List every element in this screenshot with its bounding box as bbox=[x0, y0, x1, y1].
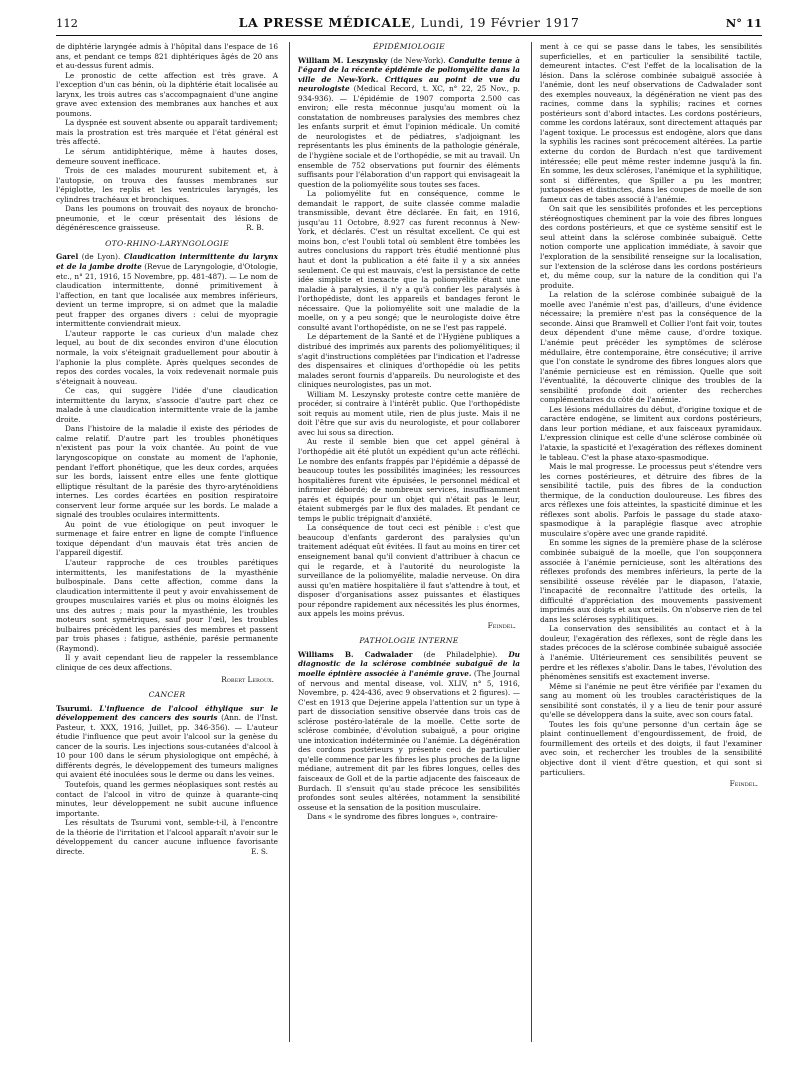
column-rule bbox=[531, 42, 532, 1042]
issue-date: Lundi, 19 Février 1917 bbox=[420, 15, 580, 30]
page-header bbox=[56, 14, 762, 36]
page-number: 112 bbox=[56, 16, 78, 30]
paragraph-text: Dans les poumons on trouvait des noyaux de broncho-pneumonie, et le cœur présentait des lésions de dégénérescence graisseuse. bbox=[56, 204, 278, 233]
paragraph: On sait que les sensibilités profondes et les perceptions stéréognostiques cheminent par la voie des fibres longues des cordons postérieurs, et que ce système sensitif est le seul atteint dans la sclérose combinée subaiguë. Cette notion comporte une application immédiate, à savoir que l'exploration de la sensibilité renseigne sur la localisation, sur l'extension de la sclérose dans les cordons postérieurs et, du même coup, sur la nature de la condition qui l'a produite. bbox=[540, 204, 762, 290]
article-reference: (Medical Record, t. XC, n° 22, 25 Nov., p. 934-936). — L'épidémie de 1907 comporta 2.500 cas environ; elle resta méconnue jusqu'au moment où la constatation de nombreuses paralysies des membres chez les enfants surprit et émut l'opinion médicale. Un comité de neurologistes et de pédiatres, s'adjoignant les représentants les plus éminents de la pathologie générale, de l'hygiène sociale et de l'orthopédie, se mit au travail. Un ensemble de 752 observations put fournir des éléments suffisants pour l'élaboration d'un rapport qui envisageait la question de la poliomyélite sous toutes ses faces. bbox=[298, 84, 520, 189]
paragraph: Il y avait cependant lieu de rappeler la ressemblance clinique de ces deux affections. bbox=[56, 653, 278, 672]
paragraph bbox=[56, 818, 278, 856]
paragraph: L'auteur rapproche de ces troubles parétiques intermittents, les manifestations de la myasthénie bulbospinale. Dans cette affection, comme dans la claudication intermittente il peut y avoir envahissement de groupes musculaires variés et plus ou moins éloignés les uns des autres ; mais pour la myasthénie, les troubles moteurs sont symétriques, sauf pour l'œil, les troubles bulbaires précèdent les parésies des membres et passent par trois phases : fatigue, asthénie, parésie permanente (Raymond). bbox=[56, 557, 278, 653]
paragraph: En somme les signes de la première phase de la sclérose combinée subaiguë de la moelle, que l'on soupçonnera associée à l'anémie pernicieuse, sont les altérations des réflexes profonds des membres inférieurs, la perte de la sensibilité osseuse révélée par le diapason, l'ataxie, l'incapacité de reconnaître l'attitude des orteils, la difficulté d'appréciation des mouvements passivement imprimés aux doigts et aux orteils. On n'observe rien de tel dans les scléroses syphilitiques. bbox=[540, 538, 762, 624]
article-author: Tsurumi. bbox=[56, 703, 93, 713]
paragraph: Le pronostic de cette affection est très grave. A l'exception d'un cas bénin, où la diphtérie était localisée au larynx, les trois autres cas s'accompagnaient d'une angine grave avec extension des membranes aux hanches et aux poumons. bbox=[56, 70, 278, 118]
paragraph: Trois de ces malades moururent subitement et, à l'autopsie, on trouva des fausses membranes sur l'épiglotte, les replis et les ventricules laryngés, les cylindres trachéaux et bronchiques. bbox=[56, 166, 278, 204]
article-garel bbox=[56, 252, 278, 328]
column-middle bbox=[298, 42, 520, 1072]
article-title: Du diagnostic de la sclérose combinée subaiguë de la moelle épinière associée à l'anémie grave. bbox=[298, 649, 520, 678]
paragraph: Toutefois, quand les germes néoplasiques sont restés au contact de l'alcool in vitro de quinze à quarante-cinq minutes, leur développement ne subit aucune influence importante. bbox=[56, 780, 278, 818]
signature: R. B. bbox=[246, 223, 264, 233]
article-reference: (Revue de Laryngologie, d'Otologie, etc., n° 21, 1916, 15 Novembre, pp. 481-487). — Le nom de claudication intermittente, donné primitivement à l'affection, en tant que localisée aux membres inférieurs, devient un terme impropre, si on admet que la maladie peut frapper des organes divers : celui de myopragie intermittente conviendrait mieux. bbox=[56, 262, 278, 329]
journal-title-line: LA PRESSE MÉDICALE, Lundi, 19 Février 1917 bbox=[238, 15, 580, 30]
paragraph: Le sérum antidiphtérique, même à hautes doses, demeure souvent inefficace. bbox=[56, 147, 278, 166]
paragraph-text: Les résultats de Tsurumi vont, semble-t-il, à l'encontre de la théorie de l'irritation et l'alcool apparaît n'avoir sur le développement du cancer aucune influence favorisante directe. bbox=[56, 818, 278, 856]
paragraph: ment à ce qui se passe dans le tabes, les sensibilités superficielles, et en particulier la sensibilité tactile, demeurent intactes. C'est l'effet de la localisation de la lésion. Dans la sclérose combinée subaiguë associée à l'anémie, dont les neuf observations de Cadwalader sont des exemples nouveaux, la dégénération ne vient pas des racines, comme dans la syphilis; racines et cornes postérieurs sont d'abord intactes. Les cordons postérieurs, comme les cordons latéraux, sont directement attaqués par l'agent toxique. Le processus est endogène, alors que dans la syphilis les racines sont précocement altérées. La partie externe du cordon de Burdach n'est que tardivement intéressée; elle peut même rester indemne jusqu'à la fin. En somme, les deux scléroses, l'anémique et la syphilitique, sont si différentes, que Spiller a pu les montrer, juxtaposées et distinctes, dans les coupes de moelle de son fameux cas de tabes associé à l'anémie. bbox=[540, 42, 762, 204]
article-title: Conduite tenue à l'égard de la récente épidémie de poliomyélite dans la ville de New-York. Critiques au point de vue du neurologiste bbox=[298, 55, 520, 94]
column-left bbox=[56, 42, 278, 1072]
paragraph: Au reste il semble bien que cet appel général à l'orthopédie ait été plutôt un expédient qu'un acte réfléchi. Le nombre des enfants frappés par l'épidémie a dépassé de beaucoup toutes les possibilités imaginées; les ressources hospitalières furent vite épuisées, le personnel médical et infirmier débordé; de nombreux services, insuffisamment parés et équipés pour un objet qui n'était pas le leur, étaient submergés par le flux des malades. Et pendant ce temps le public trépignait d'anxiété. bbox=[298, 437, 520, 523]
paragraph: Même si l'anémie ne peut être vérifiée par l'examen du sang au moment où les troubles caractéristiques de la sensibilité sont constatés, il y a lieu de tenir pour assuré qu'elle se développera dans la suite, avec son cours fatal. bbox=[540, 681, 762, 720]
paragraph: William M. Leszynsky proteste contre cette manière de procéder, si contraire à l'intérêt public. Que l'orthopédiste soit requis au moment utile, rien de plus juste. Mais il ne doit l'être que sur avis du neurologiste, et pour collaborer avec lui sous sa direction. bbox=[298, 389, 520, 437]
article-title: Claudication intermittente du larynx et de la jambe droite bbox=[56, 252, 278, 272]
article-location: (de Lyon). bbox=[81, 252, 121, 262]
article-location: (de New-York). bbox=[390, 55, 446, 65]
article-tsurumi bbox=[56, 704, 278, 780]
issue-number: N° 11 bbox=[725, 16, 762, 30]
signature: E. S. bbox=[250, 846, 268, 856]
paragraph: L'auteur rapporte le cas curieux d'un malade chez lequel, au bout de dix secondes environ d'une élocution normale, la voix s'éteignait graduellement pour aboutir à l'aphonie la plus complète. Après quelques secondes de repos des cordes vocales, la voix redevenait normale puis s'éteignait à nouveau. bbox=[56, 328, 278, 386]
paragraph: La relation de la sclérose combinée subaiguë de la moelle avec l'anémie n'est pas, d'ailleurs, d'une évidence nécessaire; la première n'est pas la conséquence de la seconde. Ainsi que Bramwell et Collier l'ont fait voir, toutes deux dépendent d'une même cause, d'ordre toxique. L'anémie peut précéder les symptômes de sclérose médullaire, être contemporaine, être consécutive; il arrive que l'on constate le syndrome des fibres longues alors que l'anémie pernicieuse est en rémission. Quelle que soit l'éventualité, la découverte clinique des troubles de la sensibilité profonde doit orienter des recherches complémentaires du côté de l'anémie. bbox=[540, 290, 762, 405]
paragraph: Mais le mal progresse. Le processus peut s'étendre vers les cornes postérieures, et détruire des fibres de la sensibilité tactile, puis des fibres de la conduction thermique, de la conduction douloureuse. Les fibres des arcs réflexes une fois atteintes, la spasticité diminue et les réflexes sont abolis. Parfois le passage du stade ataxo-spasmodique à la paraplégie flasque avec atrophie musculaire s'opère avec une grande rapidité. bbox=[540, 462, 762, 538]
column-right bbox=[540, 42, 762, 1072]
paragraph: Le département de la Santé et de l'Hygiène publiques a distribué des imprimés aux parents des poliomyélitiques; il s'agit d'instructions complétées par l'indication et l'adresse des dispensaires et cliniques d'orthopédie où les petits malades seront fournis d'appareils. Du neurologiste et des cliniques neurologistes, pas un mot. bbox=[298, 332, 520, 390]
paragraph: Au point de vue étiologique on peut invoquer le surmenage et faire entrer en ligne de compte l'influence toxique dépendant d'un mauvais état très ancien de l'appareil digestif. bbox=[56, 519, 278, 558]
article-leszynsky bbox=[298, 56, 520, 190]
article-author: Williams B. Cadwalader bbox=[298, 649, 413, 659]
paragraph: La poliomyélite fut en conséquence, comme le demandait le rapport, de suite classée comme maladie transmissible, devant être déclarée. En fait, en 1916, jusqu'au 11 Octobre, 8.927 cas furent reconnus à New-York, et déclarés. C'est un résultat excellent. Ce qui est moins bon, c'est l'oubli total où semblent être tombées les autres conclusions du rapport très étudié mentionné plus haut et dont la publication a été faite il y a six années seulement. Ce qui est mauvais, c'est la persistance de cette idée simpliste et inexacte que la poliomyélite étant une maladie à paralysies, il n'y a qu'à confier les paralysés à l'orthopédiste, dont les appareils et bandages feront le nécessaire. Que la poliomyélite soit une maladie de la moelle, on y a peu songé; que le neurologiste doive être consulté avant l'orthopédiste, on ne se l'est pas rappelé. bbox=[298, 189, 520, 332]
article-location: (de Philadelphie). bbox=[423, 649, 498, 659]
journal-title: LA PRESSE MÉDICALE bbox=[238, 15, 412, 30]
section-heading-oto: OTO-RHINO-LARYNGOLOGIE bbox=[105, 238, 229, 248]
column-rule bbox=[289, 42, 290, 1042]
signature: Feindel. bbox=[729, 779, 758, 789]
article-cadwalader bbox=[298, 650, 520, 812]
article-reference: (The Journal of nervous and mental disease, vol. XLIV, n° 5, 1916, Novembre, p. 424-436, avec 9 observations et 2 figures). — C'est en 1913 que Dejerine appela l'attention sur un type à part de dissociation sensitive observée dans trois cas de sclérose postéro-latérale de la moelle. Cette sorte de sclérose combinée, d'évolution subaiguë, a pour origine une intoxication indéterminée ou l'anémie. La dégénération des cordons postérieurs y présente ceci de particulier qu'elle commence par les fibres les plus proches de la ligne médiane, autrement dit par les fibres longues, celles des faisceaux de Goll et de la partie adjacente des faisceaux de Burdach. Il s'ensuit qu'au stade précoce les sensibilités profondes sont seules altérées, notamment la sensibilité osseuse et la sensation de la position musculaire. bbox=[298, 669, 520, 812]
signature: Robert Leroux. bbox=[221, 674, 274, 684]
article-reference: (Ann. de l'Inst. Pasteur, t. XXX, 1916, Juillet, pp. 346-356). — L'auteur étudie l'influence que peut avoir l'alcool sur la genèse du cancer de la souris. Les injections sous-cutanées d'alcool à 10 pour 100 dans le sérum physiologique ont empêché, à différents degrés, le développement des tumeurs malignes qui avaient été inoculées sous le derme ou dans les veines. bbox=[56, 713, 278, 780]
paragraph: La dyspnée est souvent absente ou apparaît tardivement; mais la prostration est très marquée et l'état général est très affecté. bbox=[56, 118, 278, 147]
paragraph: Les lésions médullaires du début, d'origine toxique et de caractère endogène, se limitent aux cordons postérieurs, dans leur portion médiane, et aux faisceaux pyramidaux. L'expression clinique est celle d'une sclérose combinée où l'ataxie, la spasticité et l'exagération des réflexes dominent le tableau. C'est la phase ataxo-spasmodique. bbox=[540, 404, 762, 462]
paragraph bbox=[56, 204, 278, 233]
signature: Feindel. bbox=[487, 620, 516, 630]
paragraph: La conséquence de tout ceci est pénible : c'est que beaucoup d'enfants garderont des paralysies qu'un traitement adéquat eût évitées. Il faut au moins en tirer cet enseignement banal qu'il convient d'attribuer à chacun ce qui le regarde, et à l'autorité du neurologiste la surveillance de la poliomyélite, maladie nerveuse. On dira aussi qu'en matière hospitalière il faut s'attendre à tout, et disposer d'organisations assez puissantes et élastiques pour répondre rapidement aux nécessités les plus énormes, aux appels les moins prévus. bbox=[298, 523, 520, 619]
section-heading-pathologie: PATHOLOGIE INTERNE bbox=[359, 636, 459, 646]
article-author: Garel bbox=[56, 252, 79, 262]
paragraph: Dans « le syndrome des fibres longues », contraire- bbox=[307, 812, 498, 822]
paragraph: de diphtérie laryngée admis à l'hôpital dans l'espace de 16 ans, et pendant ce temps 821 diphtériques âgés de 20 ans et au-dessus furent admis. bbox=[56, 42, 278, 71]
article-title: L'influence de l'alcool éthylique sur le développement des cancers des souris bbox=[56, 703, 278, 723]
paragraph: Ce cas, qui suggère l'idée d'une claudication intermittente du larynx, s'associe d'autre part chez ce malade à une claudication intermittente vraie de la jambe droite. bbox=[56, 386, 278, 424]
paragraph: Toutes les fois qu'une personne d'un certain âge se plaint continuellement d'engourdissement, de froid, de fourmillement des orteils et des doigts, il faut l'examiner avec soin, et rechercher les troubles de la sensibilité objective dont il vient d'être question, et qui sont si particuliers. bbox=[540, 719, 762, 777]
section-heading-epidemiologie: ÉPIDÉMIOLOGIE bbox=[372, 42, 446, 51]
article-author: William M. Leszynsky bbox=[298, 55, 388, 65]
section-heading-cancer: CANCER bbox=[148, 690, 186, 700]
paragraph: Dans l'histoire de la maladie il existe des périodes de calme relatif. D'autre part les troubles phonétiques n'existent pas pour la voix chantée. Au point de vue laryngoscopique on constate au moment de l'aphonie, pendant l'effort phonétique, que les deux cordes, arquées sur les bords, laissent entre elles une fente glottique elliptique résultant de la parésie des thyro-aryténoïdiens internes. Les cordes écartées en position respiratoire conservent leur forme arquée sur les bords. Le malade a signalé des troubles oculaires intermittents. bbox=[56, 424, 278, 520]
paragraph: La conservation des sensibilités au contact et à la douleur, l'exagération des réflexes, sont de règle dans les stades précoces de la sclérose combinée subaiguë associée à l'anémie. Ultérieurement ces sensibilités peuvent se perdre et les réflexes s'abolir. Dans le tabes, l'évolution des phénomènes sensitifs est exactement inverse. bbox=[540, 624, 762, 682]
